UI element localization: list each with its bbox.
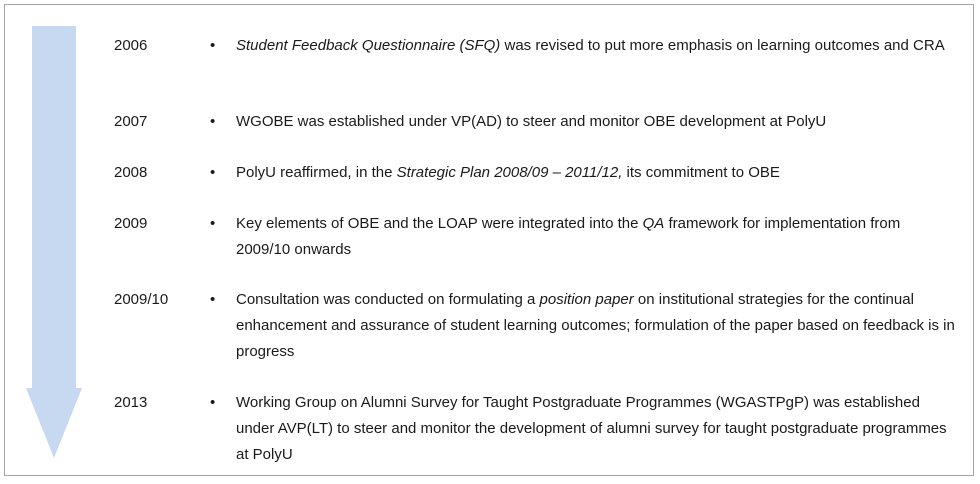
- timeline-description: [236, 211, 956, 263]
- timeline-year: 2009: [114, 215, 148, 232]
- timeline-description: [236, 287, 956, 365]
- bullet-icon: •: [210, 164, 216, 181]
- description-text: PolyU reaffirmed, in the: [236, 164, 397, 181]
- timeline-year: 2008: [114, 164, 148, 181]
- timeline-year: 2007: [114, 113, 148, 130]
- description-text: its commitment to OBE: [622, 164, 780, 181]
- bullet-icon: •: [210, 113, 216, 130]
- description-text: Consultation was conducted on formulating a: [236, 291, 540, 308]
- description-text: Key elements of OBE and the LOAP were integrated into the: [236, 215, 643, 232]
- emphasized-text: QA: [642, 215, 665, 232]
- bullet-icon: •: [210, 215, 216, 232]
- bullet-icon: •: [210, 394, 216, 411]
- description-text: Working Group on Alumni Survey for Taught Postgraduate Programmes (WGASTPgP) was established under AVP(LT) to steer and monitor the development of alumni survey for taught postgraduate programmes at PolyU: [236, 394, 947, 463]
- timeline-year: 2006: [114, 37, 148, 54]
- description-text: framework for implementation from 2009/10 onwards: [236, 215, 901, 258]
- timeline-arrow-icon: [24, 26, 84, 458]
- timeline-year: 2009/10: [114, 291, 169, 308]
- timeline-description: [236, 109, 956, 135]
- timeline-description: [236, 33, 956, 59]
- description-text: WGOBE was established under VP(AD) to steer and monitor OBE development at PolyU: [236, 113, 827, 130]
- timeline-description: [236, 390, 956, 468]
- bullet-icon: •: [210, 291, 216, 308]
- emphasized-text: Strategic Plan 2008/09 – 2011/12,: [396, 164, 623, 181]
- description-text: was revised to put more emphasis on learning outcomes and CRA: [500, 37, 945, 54]
- emphasized-text: Student Feedback Questionnaire (SFQ): [236, 37, 501, 54]
- description-text: on institutional strategies for the continual enhancement and assurance of student learning outcomes; formulation of the paper based on feedback is in progress: [236, 291, 955, 360]
- bullet-icon: •: [210, 37, 216, 54]
- timeline-year: 2013: [114, 394, 148, 411]
- timeline-description: [236, 160, 956, 186]
- emphasized-text: position paper: [539, 291, 634, 308]
